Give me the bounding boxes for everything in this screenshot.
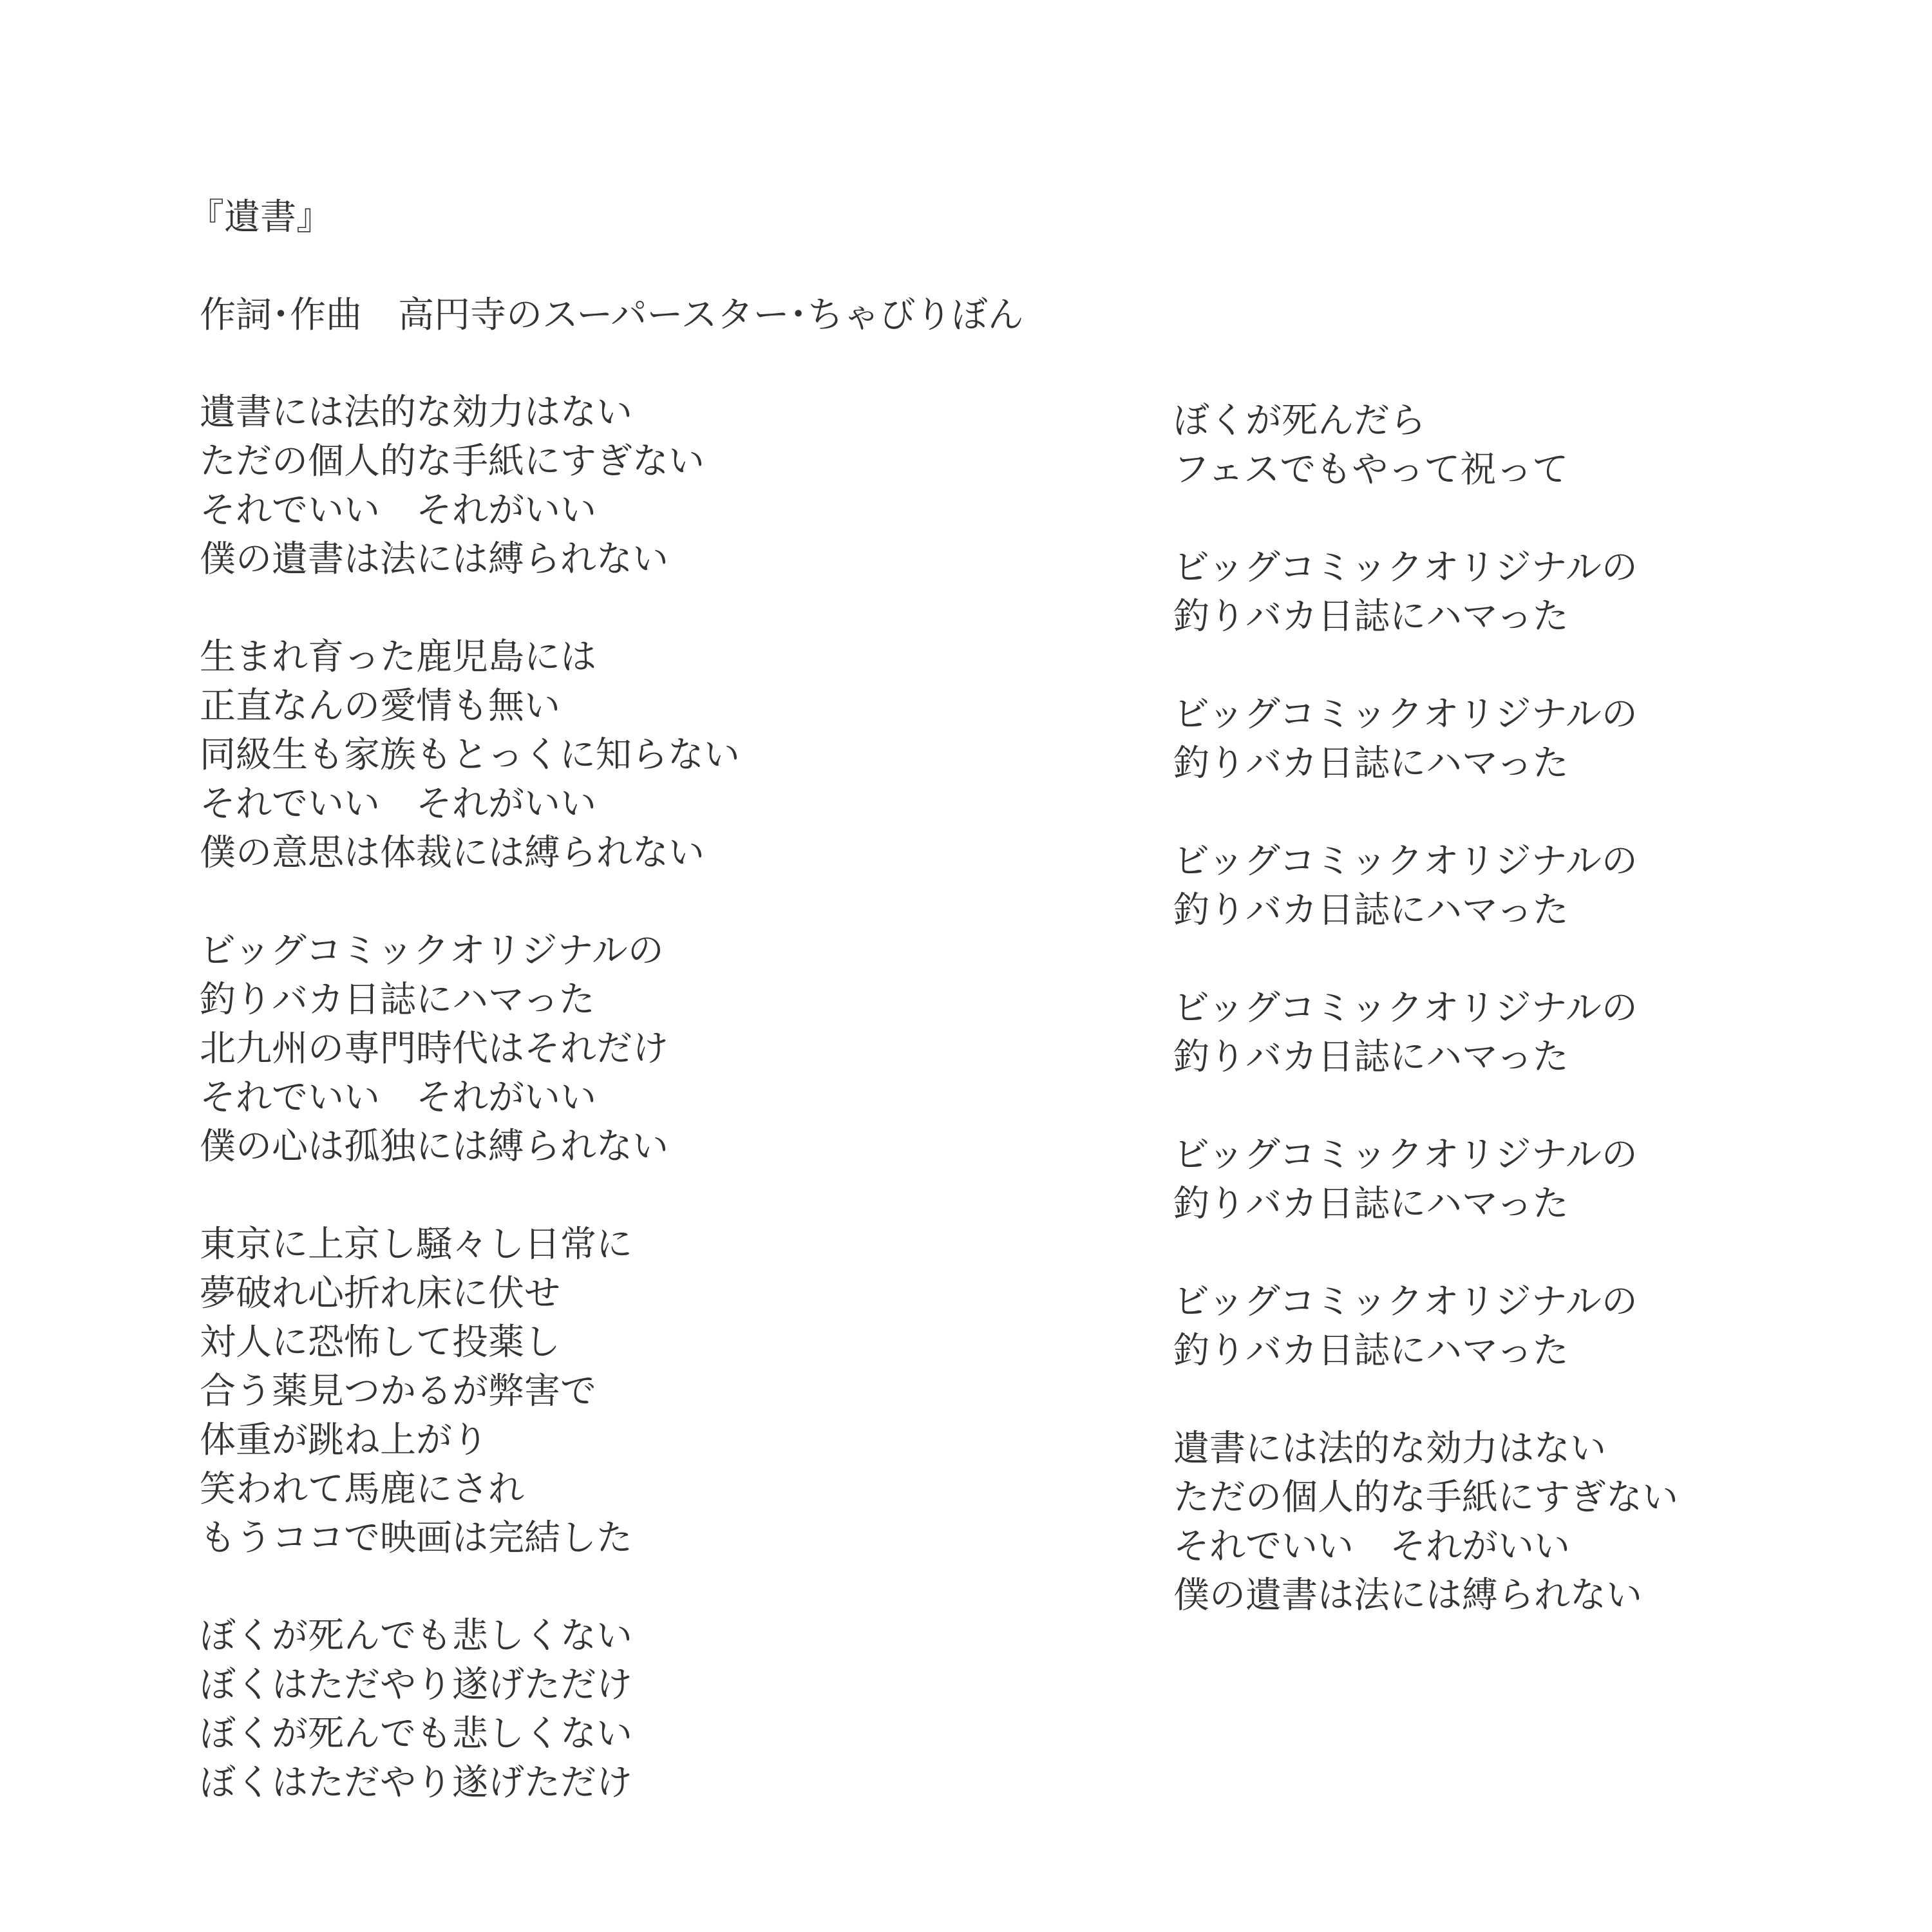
lyric-line: それでいい それがいい [200,489,596,531]
lyric-line: 僕の遺書は法には縛られない [1173,1575,1642,1616]
lyric-stanza [1173,544,1678,641]
lyric-line: ビッグコミックオリジナルの [1173,547,1638,589]
lyric-line: 釣りバカ日誌にハマった [200,979,595,1021]
lyric-line: ぼくはただやり遂げただけ [200,1762,632,1804]
lyric-line: 釣りバカ日誌にハマった [1173,889,1569,931]
lyric-line: ぼくが死んだら [1173,400,1426,442]
lyric-stanza [1173,837,1678,935]
lyric-line: ビッグコミックオリジナルの [1173,840,1638,882]
lyric-line: ビッグコミックオリジナルの [200,930,664,972]
lyric-line: ぼくが死んでも悲しくない [200,1713,632,1755]
lyric-line: 同級生も家族もとっくに知らない [200,734,740,776]
lyric-line: それでいい それがいい [1173,1526,1570,1567]
lyric-stanza [200,927,740,1171]
lyric-line: ビッグコミックオリジナルの [1173,987,1638,1029]
lyric-line: 釣りバカ日誌にハマった [1173,1036,1569,1078]
lyric-line: ビッグコミックオリジナルの [1173,1134,1638,1176]
lyric-stanza [200,633,740,878]
lyric-line: ぼくが死んでも悲しくない [200,1615,632,1657]
lyric-stanza [1173,984,1678,1082]
lyric-line: 僕の意思は体裁には縛られない [200,832,705,874]
lyric-stanza [1173,397,1678,495]
lyric-stanza [1173,1425,1678,1620]
lyric-line: 北九州の専門時代はそれだけ [200,1028,668,1070]
lyric-line: 遺書には法的な効力はない [1173,1428,1606,1470]
lyric-line: ぼくはただやり遂げただけ [200,1664,632,1706]
lyric-line: ビッグコミックオリジナルの [1173,1281,1638,1323]
lyric-line: 生まれ育った鹿児島には [200,636,596,678]
lyric-line: 僕の遺書は法には縛られない [200,538,668,580]
lyric-line: ただの個人的な手紙にすぎない [1173,1477,1678,1519]
lyric-line: 釣りバカ日誌にハマった [1173,1330,1569,1372]
lyric-line: 対人に恐怖して投薬し [200,1321,560,1363]
lyric-line: もうココで映画は完結した [200,1517,632,1559]
lyric-line: 僕の心は孤独には縛られない [200,1126,668,1168]
lyric-line: 遺書には法的な効力はない [200,392,632,433]
lyric-line: フェスでもやって祝って [1173,449,1569,491]
lyric-line: それでいい それがいい [200,1077,596,1119]
lyric-stanza [1173,690,1678,788]
lyric-line: 東京に上京し騒々し日常に [200,1224,632,1265]
lyric-line: 釣りバカ日誌にハマった [1173,596,1569,638]
lyric-stanza [200,388,740,584]
lyric-line: ビッグコミックオリジナルの [1173,694,1638,735]
lyric-line: 笑われて馬鹿にされ [200,1468,524,1510]
lyric-line: 釣りバカ日誌にハマった [1173,743,1569,784]
lyrics-left-column [200,388,740,1808]
lyric-stanza [1173,1131,1678,1229]
song-title: 『遺書』 [188,196,332,238]
lyric-line: 合う薬見つかるが弊害で [200,1370,596,1412]
lyric-line: ただの個人的な手紙にすぎない [200,440,705,482]
lyric-line: 体重が跳ね上がり [200,1419,488,1461]
song-credit: 作詞･作曲 高円寺のスーパースター･ちゃびりぼん [200,294,1024,336]
lyric-line: 正直なんの愛情も無い [200,685,560,727]
lyric-stanza [200,1612,740,1808]
lyric-line: 夢破れ心折れ床に伏せ [200,1273,560,1314]
lyrics-right-column [1173,397,1678,1620]
lyric-line: それでいい それがいい [200,783,596,825]
lyric-stanza [1173,1278,1678,1376]
lyric-line: 釣りバカ日誌にハマった [1173,1183,1569,1225]
lyric-stanza [200,1220,740,1563]
